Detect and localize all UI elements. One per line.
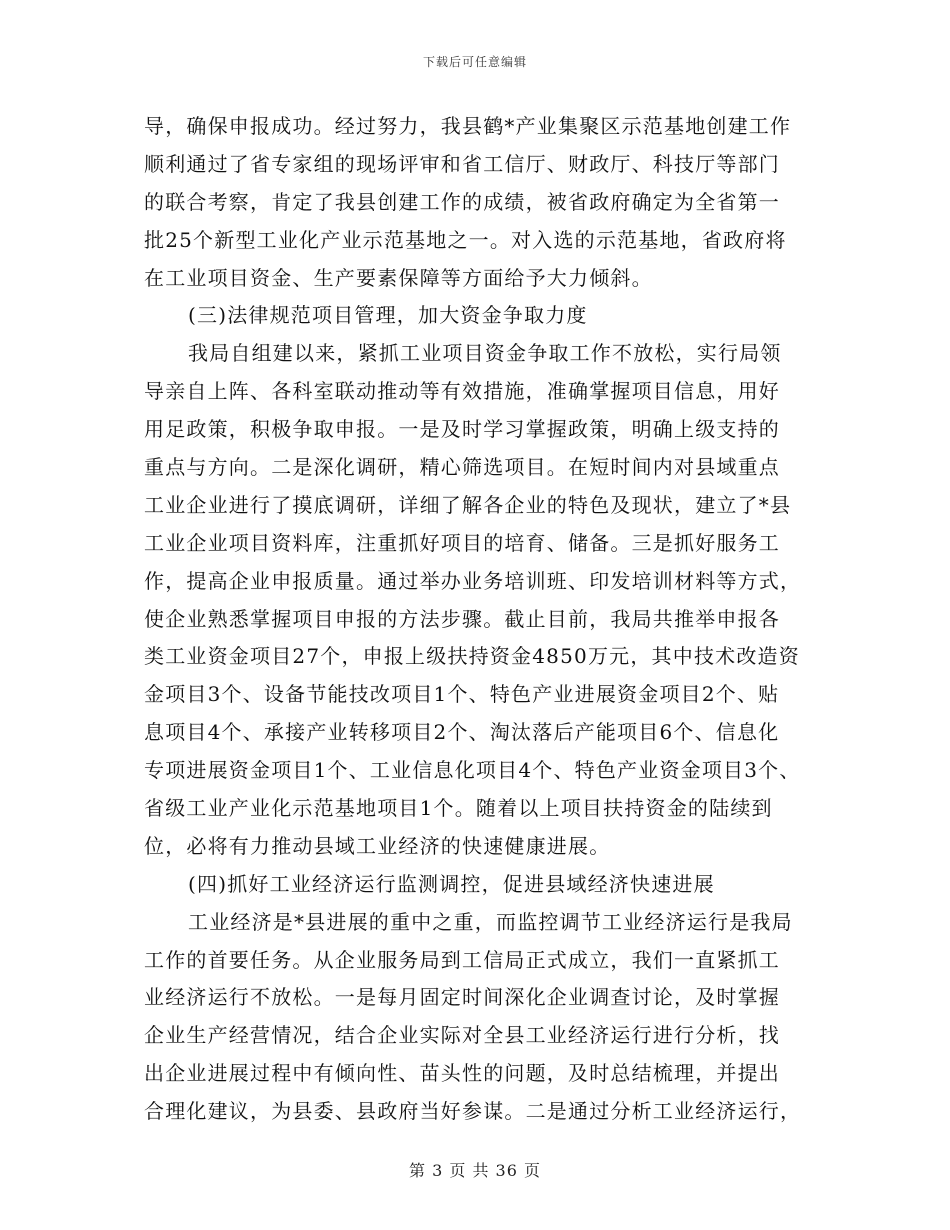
body-text-line: 用足政策，积极争取申报。一是及时学习掌握政策，明确上级支持的 [144, 417, 780, 442]
body-text-line: 金项目3个、设备节能技改项目1个、特色产业进展资金项目2个、贴 [144, 682, 780, 707]
body-text-line: 工作的首要任务。从企业服务局到工信局正式成立，我们一直紧抓工 [144, 947, 780, 972]
body-text-line: 息项目4个、承接产业转移项目2个、淘汰落后产能项目6个、信息化 [144, 720, 780, 745]
body-text-line: 位，必将有力推动县域工业经济的快速健康进展。 [144, 833, 611, 858]
body-text-line: 顺利通过了省专家组的现场评审和省工信厅、财政厅、科技厅等部门 [144, 151, 780, 176]
page-footer: 第 3 页 共 36 页 [409, 1161, 541, 1180]
body-text-line: 类工业资金项目27个，申报上级扶持资金4850万元，其中技术改造资 [144, 644, 800, 669]
body-text-line: 我局自组建以来，紧抓工业项目资金争取工作不放松，实行局领 [188, 341, 782, 366]
body-text-line: 业经济运行不放松。一是每月固定时间深化企业调查讨论，及时掌握 [144, 985, 780, 1010]
body-text-line: 作，提高企业申报质量。通过举办业务培训班、印发培训材料等方式， [144, 568, 802, 593]
body-text-line: 企业生产经营情况，结合企业实际对全县工业经济运行进行分析，找 [144, 1023, 780, 1048]
body-text-line: (三)法律规范项目管理，加大资金争取力度 [188, 303, 588, 328]
page-header: 下载后可任意编辑 [422, 55, 527, 69]
body-text-line: 批25个新型工业化产业示范基地之一。对入选的示范基地，省政府将 [144, 227, 787, 252]
body-text-line: 导，确保申报成功。经过努力，我县鹤*产业集聚区示范基地创建工作 [144, 114, 792, 138]
body-text-line: (四)抓好工业经济运行监测调控，促进县域经济快速进展 [188, 871, 715, 896]
body-text-line: 省级工业产业化示范基地项目1个。随着以上项目扶持资金的陆续到 [144, 796, 773, 821]
body-text-line: 工业企业项目资料库，注重抓好项目的培育、储备。三是抓好服务工 [144, 530, 780, 555]
body-text-line: 工业经济是*县进展的重中之重，而监控调节工业经济运行是我局 [188, 909, 793, 934]
body-text-line: 工业企业进行了摸底调研，详细了解各企业的特色及现状，建立了*县 [144, 492, 792, 517]
body-text-line: 在工业项目资金、生产要素保障等方面给予大力倾斜。 [144, 265, 653, 290]
body-text-line: 出企业进展过程中有倾向性、苗头性的问题，及时总结梳理，并提出 [144, 1061, 780, 1086]
body-text-line: 导亲自上阵、各科室联动推动等有效措施，准确掌握项目信息，用好 [144, 379, 780, 404]
body-text-line: 合理化建议，为县委、县政府当好参谋。二是通过分析工业经济运行， [144, 1099, 802, 1124]
body-text-line: 的联合考察，肯定了我县创建工作的成绩，被省政府确定为全省第一 [144, 189, 780, 214]
body-text-line: 专项进展资金项目1个、工业信息化项目4个、特色产业资金项目3个、 [144, 758, 801, 783]
body-text-line: 使企业熟悉掌握项目申报的方法步骤。截止目前，我局共推举申报各 [144, 606, 780, 631]
body-text-line: 重点与方向。二是深化调研，精心筛选项目。在短时间内对县域重点 [144, 455, 780, 480]
document-body [144, 108, 824, 1131]
